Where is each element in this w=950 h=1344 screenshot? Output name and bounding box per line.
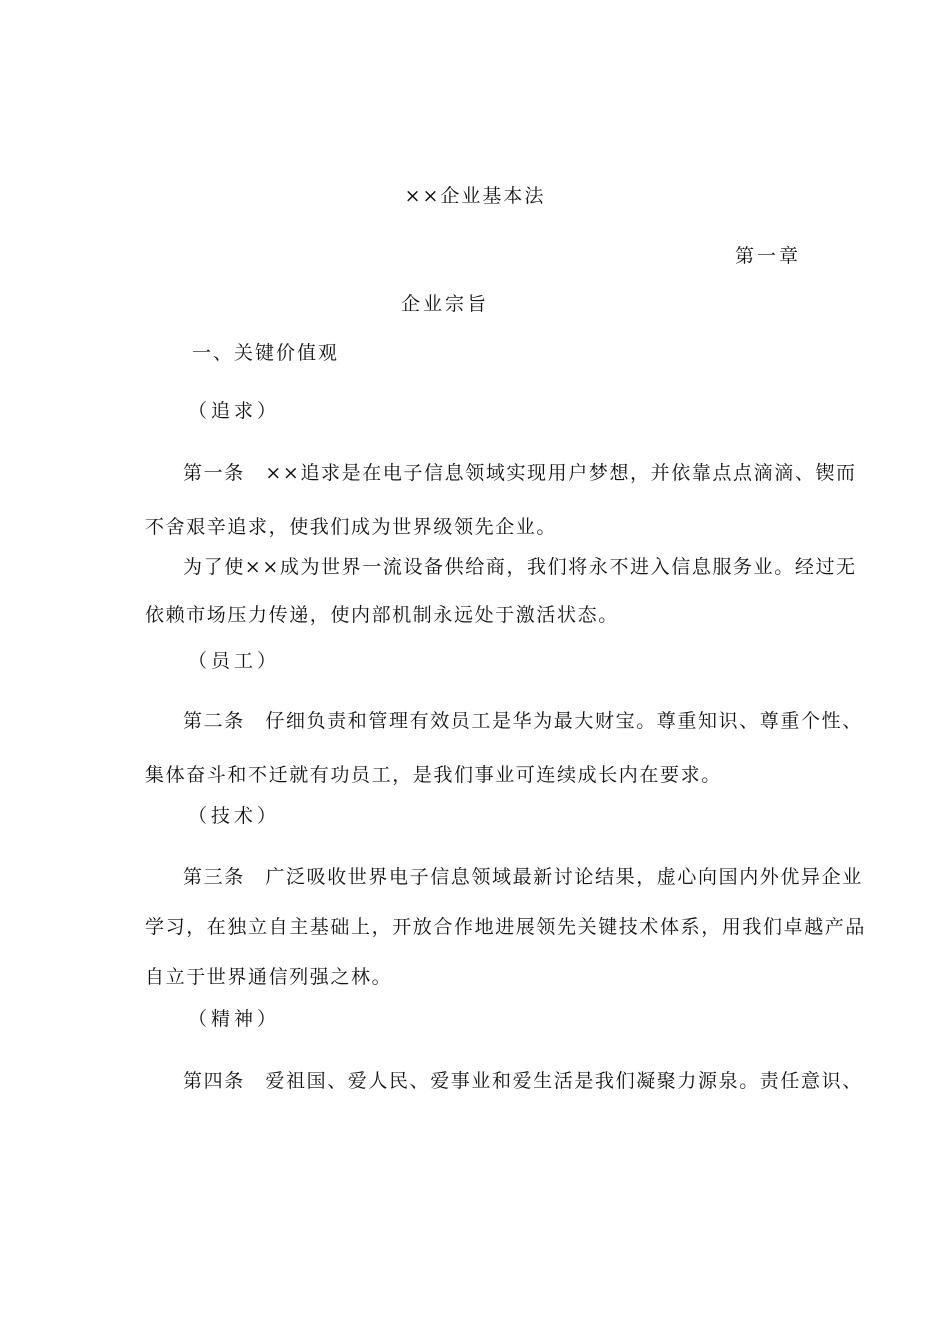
article-2 (145, 708, 863, 788)
article-1-paragraph-2 (145, 554, 857, 628)
article-4 (145, 1068, 863, 1094)
paragraph-line: 第一条 ××追求是在电子信息领域实现用户梦想，并依靠点点滴滴、锲而 (183, 462, 857, 484)
document-title: ××企业基本法 (404, 185, 546, 207)
paragraph-line: 不舍艰辛追求，使我们成为世界级领先企业。 (145, 516, 558, 538)
paragraph-line: 第四条 爱祖国、爱人民、爱事业和爱生活是我们凝聚力源泉。责任意识、 (183, 1070, 863, 1092)
subheading-spirit: （精神） (188, 1008, 281, 1030)
subheading-pursuit: （追求） (188, 400, 281, 422)
subheading-employees: （员工） (188, 650, 281, 672)
paragraph-line: 自立于世界通信列强之林。 (145, 966, 393, 988)
paragraph-line: 第二条 仔细负责和管理有效员工是华为最大财宝。尊重知识、尊重个性、 (183, 710, 863, 732)
article-1 (145, 460, 857, 540)
paragraph-line: 第三条 广泛吸收世界电子信息领域最新讨论结果，虚心向国内外优异企业 (183, 866, 863, 888)
chapter-title: 企业宗旨 (400, 293, 489, 315)
paragraph-line: 集体奋斗和不迁就有功员工，是我们事业可连续成长内在要求。 (145, 764, 722, 786)
subheading-technology: （技术） (188, 805, 281, 827)
paragraph-line: 为了使××成为世界一流设备供给商，我们将永不进入信息服务业。经过无 (183, 556, 857, 578)
paragraph-line: 学习，在独立自主基础上，开放合作地进展领先关键技术体系，用我们卓越产品 (145, 916, 867, 938)
article-3 (145, 864, 867, 990)
chapter-number: 第一章 (735, 245, 802, 267)
paragraph-line: 依赖市场压力传递，使内部机制永远处于激活状态。 (145, 604, 619, 626)
section-heading: 一、关键价值观 (192, 342, 340, 364)
